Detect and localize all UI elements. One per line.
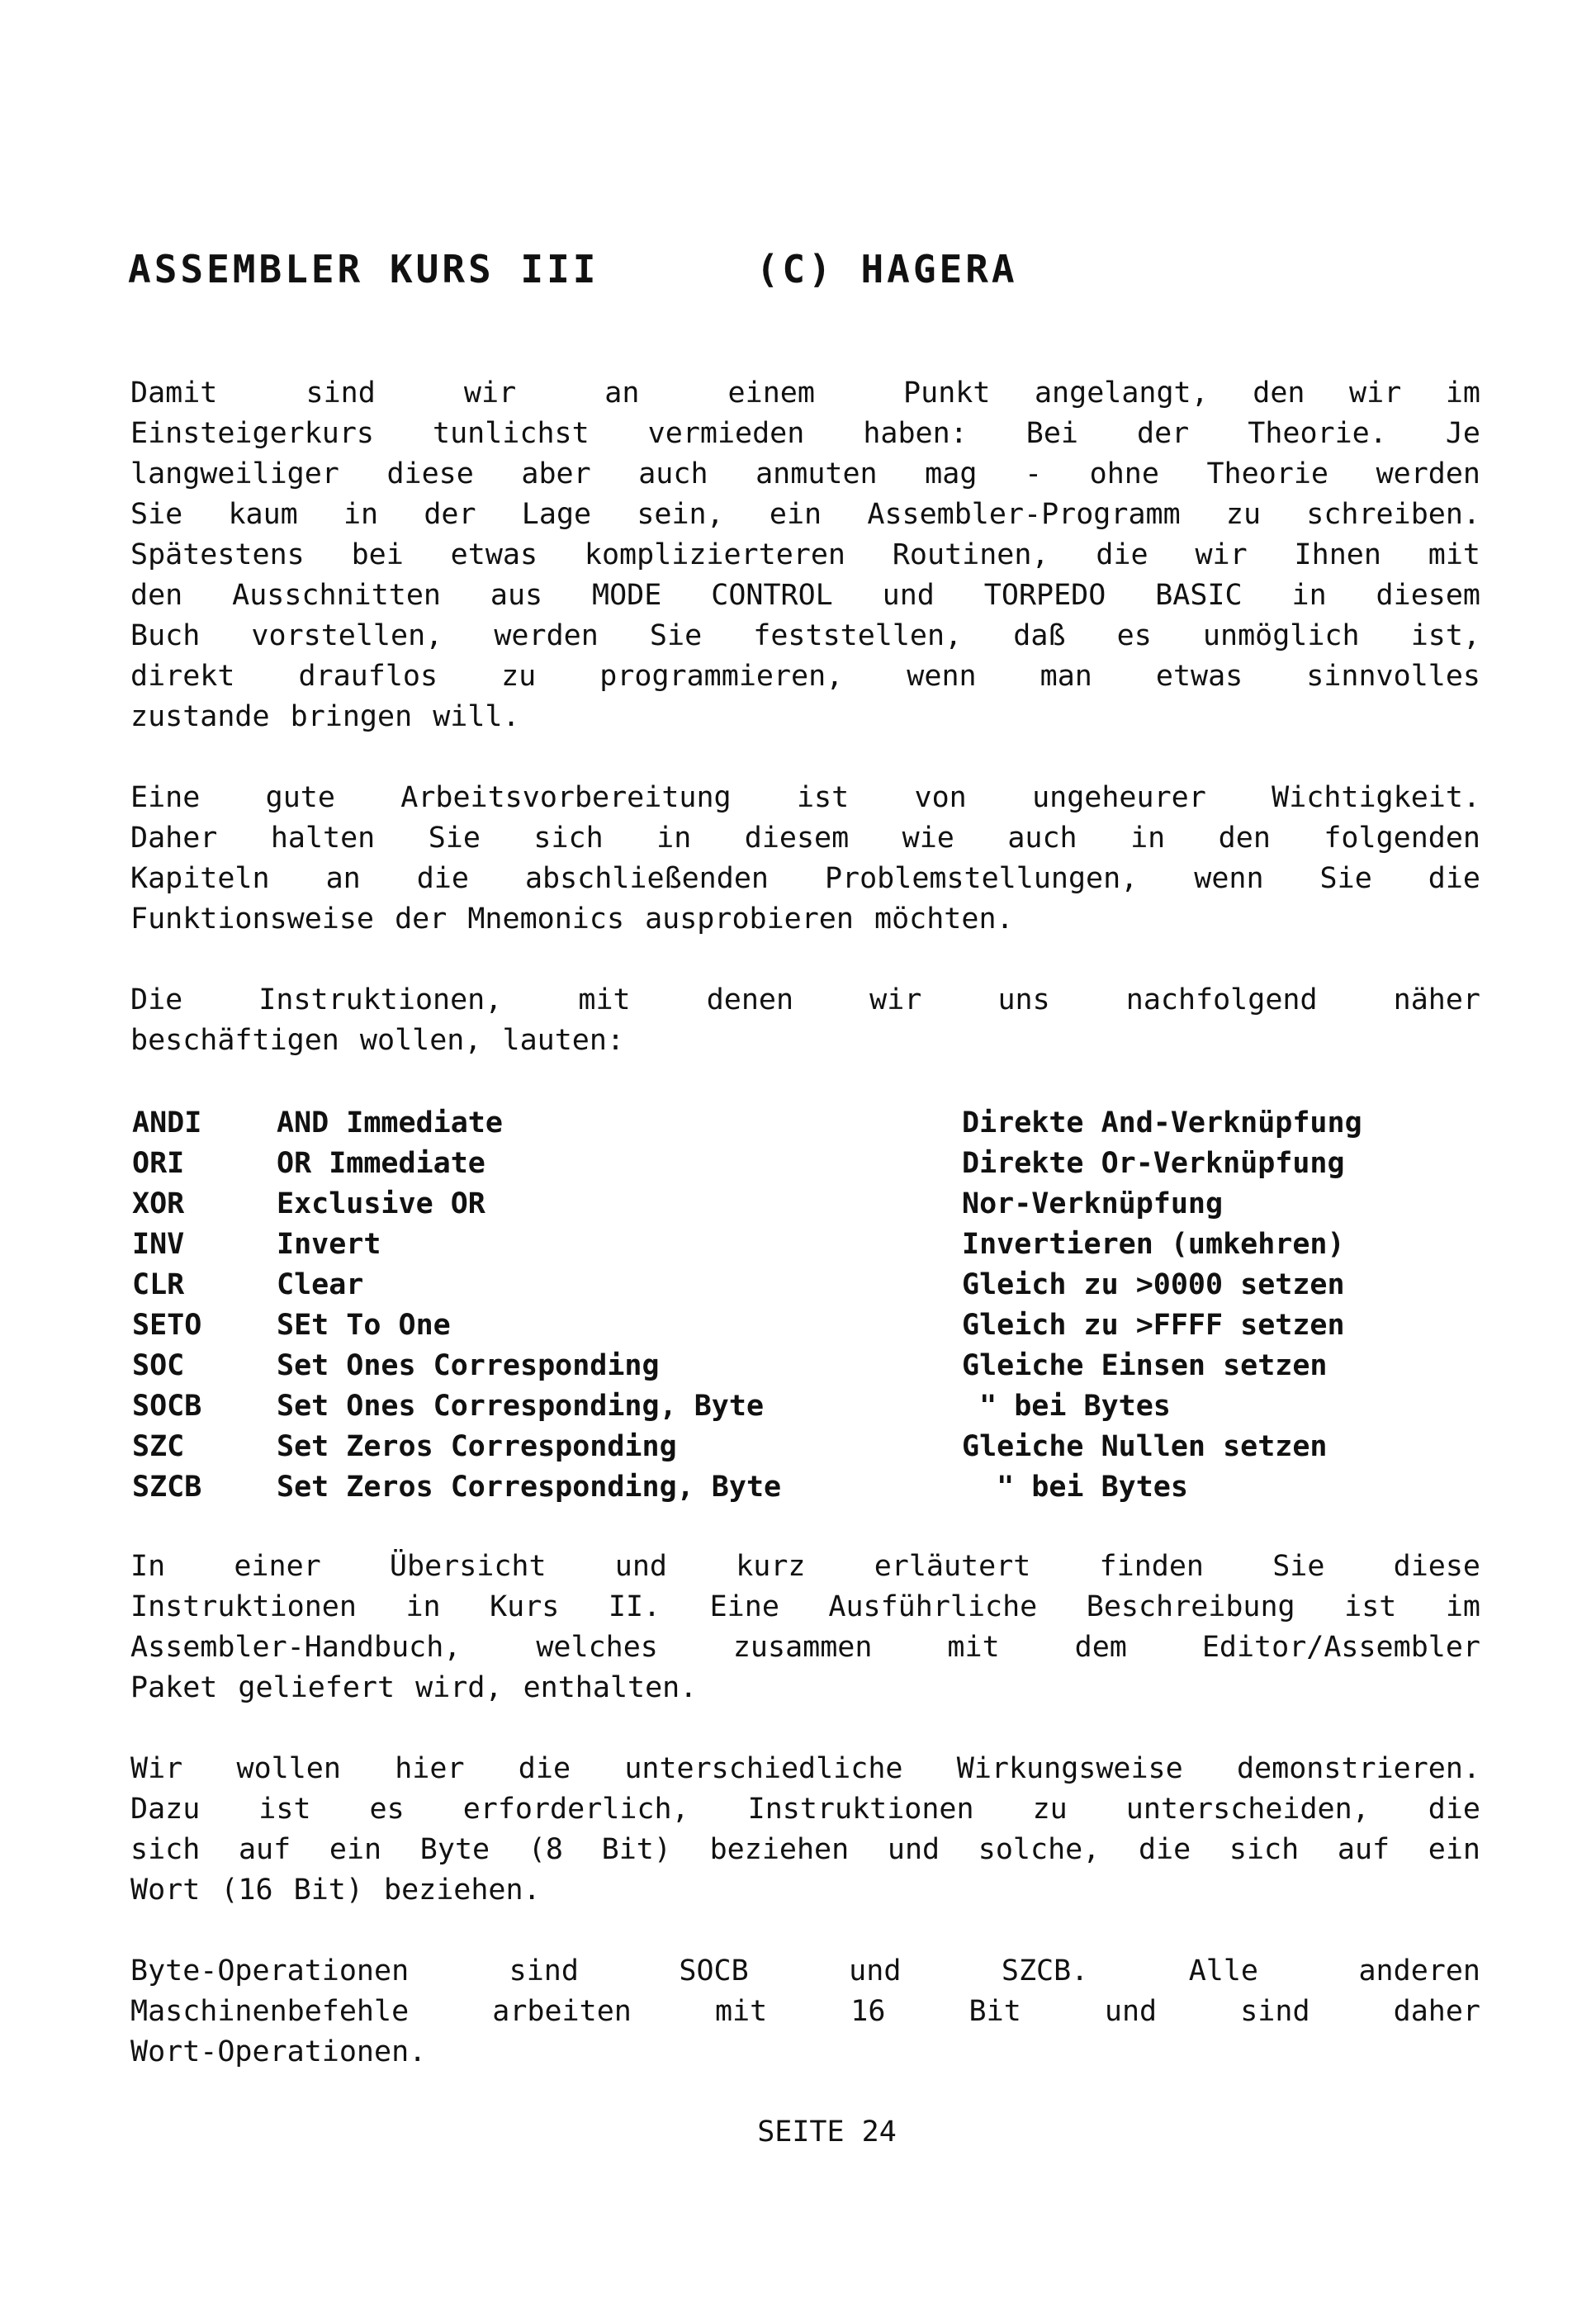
text-line: Funktionsweise der Mnemonics ausprobieren möchten. xyxy=(130,903,1014,936)
table-row xyxy=(132,1427,1486,1467)
instruction-name-cell: Exclusive OR xyxy=(277,1187,485,1220)
text-line: Eine gute Arbeitsvorbereitung ist von ungeheurer Wichtigkeit. xyxy=(130,781,1480,814)
text-line: Daher halten Sie sich in diesem wie auch in den folgenden xyxy=(130,822,1480,855)
text-line: Sie kaum in der Lage sein, ein Assembler-Programm zu schreiben. xyxy=(130,498,1480,531)
mnemonic-cell: ANDI xyxy=(132,1106,202,1139)
text-line: Instruktionen in Kurs II. Eine Ausführliche Beschreibung ist im xyxy=(130,1590,1480,1623)
table-row xyxy=(132,1467,1486,1508)
page-title: ASSEMBLER KURS III (C) HAGERA xyxy=(128,247,1018,291)
paragraph-instructions-intro xyxy=(130,980,1480,1061)
description-cell: Invertieren (umkehren) xyxy=(962,1228,1345,1261)
text-line: Spätestens bei etwas komplizierteren Routinen, die wir Ihnen mit xyxy=(130,538,1480,571)
text-line: Damit sind wir an einem Punkt angelangt, den wir im xyxy=(130,377,1480,410)
instruction-name-cell: Set Zeros Corresponding, Byte xyxy=(277,1471,782,1504)
paragraph-byte-operations xyxy=(130,1951,1480,2073)
table-row xyxy=(132,1305,1486,1346)
description-cell: Gleiche Nullen setzen xyxy=(962,1430,1328,1463)
table-row xyxy=(132,1144,1486,1184)
text-line: Kapiteln an die abschließenden Problemstellungen, wenn Sie die xyxy=(130,862,1480,895)
mnemonic-cell: SOC xyxy=(132,1349,185,1382)
text-line: Buch vorstellen, werden Sie feststellen, daß es unmöglich ist, xyxy=(130,619,1480,652)
description-cell: Direkte And-Verknüpfung xyxy=(962,1106,1362,1139)
description-cell: Nor-Verknüpfung xyxy=(962,1187,1224,1220)
description-cell: " bei Bytes xyxy=(962,1471,1188,1504)
mnemonic-cell: ORI xyxy=(132,1147,185,1180)
text-line: Dazu ist es erforderlich, Instruktionen zu unterscheiden, die xyxy=(130,1793,1480,1826)
instruction-name-cell: Set Ones Corresponding xyxy=(277,1349,660,1382)
table-row xyxy=(132,1103,1486,1144)
text-line: Wort (16 Bit) beziehen. xyxy=(130,1874,541,1907)
description-cell: Gleiche Einsen setzen xyxy=(962,1349,1328,1382)
text-line: den Ausschnitten aus MODE CONTROL und TORPEDO BASIC in diesem xyxy=(130,579,1480,612)
instruction-name-cell: AND Immediate xyxy=(277,1106,503,1139)
table-row xyxy=(132,1225,1486,1265)
instruction-name-cell: Set Ones Corresponding, Byte xyxy=(277,1390,765,1423)
paragraph-overview xyxy=(130,1547,1480,1708)
text-line: langweiliger diese aber auch anmuten mag - ohne Theorie werden xyxy=(130,457,1480,490)
text-line: direkt drauflos zu programmieren, wenn man etwas sinnvolles xyxy=(130,660,1480,693)
instruction-name-cell: Set Zeros Corresponding xyxy=(277,1430,677,1463)
text-line: Die Instruktionen, mit denen wir uns nachfolgend näher xyxy=(130,983,1480,1016)
description-cell: Gleich zu >FFFF setzen xyxy=(962,1309,1345,1342)
text-line: In einer Übersicht und kurz erläutert finden Sie diese xyxy=(130,1550,1480,1583)
description-cell: Gleich zu >0000 setzen xyxy=(962,1268,1345,1301)
mnemonic-cell: SOCB xyxy=(132,1390,202,1423)
instruction-name-cell: Clear xyxy=(277,1268,364,1301)
text-line: Paket geliefert wird, enthalten. xyxy=(130,1671,698,1704)
table-row xyxy=(132,1386,1486,1427)
text-line: Maschinenbefehle arbeiten mit 16 Bit und sind daher xyxy=(130,1995,1480,2028)
table-row xyxy=(132,1346,1486,1386)
instruction-name-cell: SEt To One xyxy=(277,1309,451,1342)
text-line: Wort-Operationen. xyxy=(130,2035,427,2068)
instruction-name-cell: Invert xyxy=(277,1228,381,1261)
table-row xyxy=(132,1184,1486,1225)
mnemonic-cell: CLR xyxy=(132,1268,185,1301)
text-line: Wir wollen hier die unterschiedliche Wirkungsweise demonstrieren. xyxy=(130,1752,1480,1785)
page-number: SEITE 24 xyxy=(757,2115,897,2149)
text-line: Assembler-Handbuch, welches zusammen mit dem Editor/Assembler xyxy=(130,1631,1480,1664)
mnemonic-cell: XOR xyxy=(132,1187,185,1220)
text-line: Byte-Operationen sind SOCB und SZCB. Alle anderen xyxy=(130,1954,1480,1987)
mnemonic-cell: SZCB xyxy=(132,1471,202,1504)
paragraph-intro xyxy=(130,373,1480,737)
text-line: sich auf ein Byte (8 Bit) beziehen und solche, die sich auf ein xyxy=(130,1833,1480,1866)
instruction-name-cell: OR Immediate xyxy=(277,1147,485,1180)
mnemonic-cell: SETO xyxy=(132,1309,202,1342)
mnemonic-cell: INV xyxy=(132,1228,185,1261)
instruction-table xyxy=(132,1103,1486,1508)
paragraph-demonstration xyxy=(130,1749,1480,1911)
paragraph-preparation xyxy=(130,778,1480,940)
table-row xyxy=(132,1265,1486,1305)
text-line: beschäftigen wollen, lauten: xyxy=(130,1024,625,1057)
text-line: zustande bringen will. xyxy=(130,700,520,733)
mnemonic-cell: SZC xyxy=(132,1430,185,1463)
description-cell: " bei Bytes xyxy=(962,1390,1171,1423)
text-line: Einsteigerkurs tunlichst vermieden haben: Bei der Theorie. Je xyxy=(130,417,1480,450)
description-cell: Direkte Or-Verknüpfung xyxy=(962,1147,1345,1180)
